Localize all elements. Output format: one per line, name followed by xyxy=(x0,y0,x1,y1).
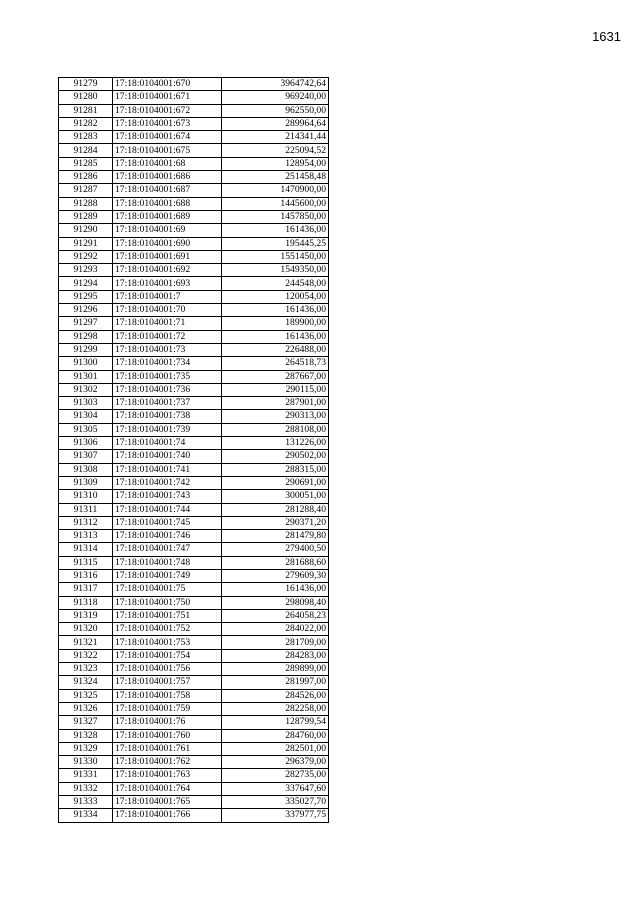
cadastral-number-cell: 17:18:0104001:766 xyxy=(113,809,222,822)
cadastral-value-cell: 282258,00 xyxy=(222,702,329,715)
table-row xyxy=(59,556,329,569)
cadastral-value-cell: 189900,00 xyxy=(222,317,329,330)
table-row xyxy=(59,756,329,769)
table-row xyxy=(59,450,329,463)
table-row xyxy=(59,91,329,104)
table-row xyxy=(59,157,329,170)
table-row xyxy=(59,144,329,157)
cadastral-number-cell: 17:18:0104001:75 xyxy=(113,583,222,596)
row-number-cell: 91299 xyxy=(59,343,113,356)
cadastral-number-cell: 17:18:0104001:739 xyxy=(113,423,222,436)
table-row xyxy=(59,290,329,303)
cadastral-value-cell: 288315,00 xyxy=(222,463,329,476)
cadastral-number-cell: 17:18:0104001:688 xyxy=(113,197,222,210)
table-row xyxy=(59,250,329,263)
cadastral-value-cell: 264518,73 xyxy=(222,357,329,370)
row-number-cell: 91302 xyxy=(59,383,113,396)
cadastral-number-cell: 17:18:0104001:740 xyxy=(113,450,222,463)
row-number-cell: 91280 xyxy=(59,91,113,104)
cadastral-number-cell: 17:18:0104001:737 xyxy=(113,397,222,410)
cadastral-value-cell: 281479,80 xyxy=(222,530,329,543)
table-row xyxy=(59,131,329,144)
table-row xyxy=(59,197,329,210)
cadastral-number-cell: 17:18:0104001:674 xyxy=(113,131,222,144)
page-number: 1631 xyxy=(592,29,621,44)
cadastral-value-cell: 281288,40 xyxy=(222,503,329,516)
cadastral-number-cell: 17:18:0104001:673 xyxy=(113,117,222,130)
cadastral-value-cell: 161436,00 xyxy=(222,583,329,596)
cadastral-number-cell: 17:18:0104001:689 xyxy=(113,210,222,223)
cadastral-number-cell: 17:18:0104001:735 xyxy=(113,370,222,383)
row-number-cell: 91297 xyxy=(59,317,113,330)
table-row xyxy=(59,210,329,223)
cadastral-number-cell: 17:18:0104001:7 xyxy=(113,290,222,303)
row-number-cell: 91325 xyxy=(59,689,113,702)
cadastral-value-cell: 290371,20 xyxy=(222,516,329,529)
cadastral-value-cell: 161436,00 xyxy=(222,224,329,237)
cadastral-value-cell: 281688,60 xyxy=(222,556,329,569)
cadastral-number-cell: 17:18:0104001:759 xyxy=(113,702,222,715)
table-row xyxy=(59,343,329,356)
cadastral-number-cell: 17:18:0104001:675 xyxy=(113,144,222,157)
cadastral-number-cell: 17:18:0104001:761 xyxy=(113,742,222,755)
cadastral-number-cell: 17:18:0104001:765 xyxy=(113,796,222,809)
cadastral-value-cell: 335027,70 xyxy=(222,796,329,809)
cadastral-value-cell: 225094,52 xyxy=(222,144,329,157)
cadastral-number-cell: 17:18:0104001:736 xyxy=(113,383,222,396)
row-number-cell: 91334 xyxy=(59,809,113,822)
cadastral-number-cell: 17:18:0104001:692 xyxy=(113,264,222,277)
cadastral-number-cell: 17:18:0104001:73 xyxy=(113,343,222,356)
row-number-cell: 91310 xyxy=(59,490,113,503)
table-row xyxy=(59,702,329,715)
table-row xyxy=(59,490,329,503)
cadastral-number-cell: 17:18:0104001:764 xyxy=(113,782,222,795)
table-row xyxy=(59,516,329,529)
row-number-cell: 91307 xyxy=(59,450,113,463)
cadastral-number-cell: 17:18:0104001:693 xyxy=(113,277,222,290)
cadastral-number-cell: 17:18:0104001:749 xyxy=(113,569,222,582)
row-number-cell: 91300 xyxy=(59,357,113,370)
table-row xyxy=(59,609,329,622)
cadastral-value-cell: 290691,00 xyxy=(222,476,329,489)
row-number-cell: 91329 xyxy=(59,742,113,755)
row-number-cell: 91295 xyxy=(59,290,113,303)
cadastral-number-cell: 17:18:0104001:74 xyxy=(113,437,222,450)
cadastral-number-cell: 17:18:0104001:743 xyxy=(113,490,222,503)
row-number-cell: 91330 xyxy=(59,756,113,769)
cadastral-number-cell: 17:18:0104001:68 xyxy=(113,157,222,170)
cadastral-value-cell: 1551450,00 xyxy=(222,250,329,263)
table-row xyxy=(59,596,329,609)
table-row xyxy=(59,117,329,130)
cadastral-number-cell: 17:18:0104001:69 xyxy=(113,224,222,237)
table-row xyxy=(59,742,329,755)
row-number-cell: 91327 xyxy=(59,716,113,729)
table-row xyxy=(59,317,329,330)
table-row xyxy=(59,729,329,742)
cadastral-value-cell: 284526,00 xyxy=(222,689,329,702)
table-row xyxy=(59,224,329,237)
table-row xyxy=(59,383,329,396)
cadastral-value-cell: 226488,00 xyxy=(222,343,329,356)
table-row xyxy=(59,357,329,370)
table-row xyxy=(59,716,329,729)
row-number-cell: 91292 xyxy=(59,250,113,263)
cadastral-value-cell: 298098,40 xyxy=(222,596,329,609)
cadastral-number-cell: 17:18:0104001:672 xyxy=(113,104,222,117)
cadastral-number-cell: 17:18:0104001:757 xyxy=(113,676,222,689)
cadastral-value-cell: 969240,00 xyxy=(222,91,329,104)
cadastral-value-cell: 288108,00 xyxy=(222,423,329,436)
cadastral-value-cell: 284022,00 xyxy=(222,623,329,636)
row-number-cell: 91303 xyxy=(59,397,113,410)
cadastral-number-cell: 17:18:0104001:687 xyxy=(113,184,222,197)
cadastral-value-cell: 290313,00 xyxy=(222,410,329,423)
cadastral-number-cell: 17:18:0104001:72 xyxy=(113,330,222,343)
cadastral-value-cell: 337977,75 xyxy=(222,809,329,822)
cadastral-number-cell: 17:18:0104001:747 xyxy=(113,543,222,556)
cadastral-value-cell: 128799,54 xyxy=(222,716,329,729)
cadastral-value-cell: 161436,00 xyxy=(222,330,329,343)
table-body xyxy=(59,78,329,823)
cadastral-value-cell: 120054,00 xyxy=(222,290,329,303)
table-row xyxy=(59,370,329,383)
row-number-cell: 91309 xyxy=(59,476,113,489)
cadastral-value-cell: 962550,00 xyxy=(222,104,329,117)
row-number-cell: 91283 xyxy=(59,131,113,144)
row-number-cell: 91287 xyxy=(59,184,113,197)
table-row xyxy=(59,676,329,689)
row-number-cell: 91298 xyxy=(59,330,113,343)
table-row xyxy=(59,782,329,795)
table-row xyxy=(59,463,329,476)
table-row xyxy=(59,796,329,809)
table-row xyxy=(59,437,329,450)
cadastral-value-cell: 281997,00 xyxy=(222,676,329,689)
cadastral-value-cell: 300051,00 xyxy=(222,490,329,503)
table-row xyxy=(59,237,329,250)
table-row xyxy=(59,330,329,343)
row-number-cell: 91291 xyxy=(59,237,113,250)
table-row xyxy=(59,423,329,436)
row-number-cell: 91313 xyxy=(59,530,113,543)
cadastral-value-cell: 284760,00 xyxy=(222,729,329,742)
table-row xyxy=(59,104,329,117)
cadastral-value-cell: 279609,30 xyxy=(222,569,329,582)
table-row xyxy=(59,809,329,822)
cadastral-number-cell: 17:18:0104001:751 xyxy=(113,609,222,622)
cadastral-number-cell: 17:18:0104001:745 xyxy=(113,516,222,529)
cadastral-value-cell: 161436,00 xyxy=(222,304,329,317)
cadastral-value-cell: 287667,00 xyxy=(222,370,329,383)
row-number-cell: 91294 xyxy=(59,277,113,290)
row-number-cell: 91306 xyxy=(59,437,113,450)
cadastral-value-cell: 296379,00 xyxy=(222,756,329,769)
cadastral-number-cell: 17:18:0104001:753 xyxy=(113,636,222,649)
table-row xyxy=(59,304,329,317)
cadastral-number-cell: 17:18:0104001:686 xyxy=(113,171,222,184)
cadastral-value-cell: 282501,00 xyxy=(222,742,329,755)
cadastral-number-cell: 17:18:0104001:76 xyxy=(113,716,222,729)
table-row xyxy=(59,569,329,582)
row-number-cell: 91319 xyxy=(59,609,113,622)
row-number-cell: 91281 xyxy=(59,104,113,117)
row-number-cell: 91305 xyxy=(59,423,113,436)
row-number-cell: 91308 xyxy=(59,463,113,476)
cadastral-number-cell: 17:18:0104001:690 xyxy=(113,237,222,250)
cadastral-value-cell: 1470900,00 xyxy=(222,184,329,197)
cadastral-number-cell: 17:18:0104001:746 xyxy=(113,530,222,543)
cadastral-number-cell: 17:18:0104001:742 xyxy=(113,476,222,489)
row-number-cell: 91301 xyxy=(59,370,113,383)
cadastral-value-cell: 264058,23 xyxy=(222,609,329,622)
table-row xyxy=(59,769,329,782)
cadastral-value-cell: 3964742,64 xyxy=(222,78,329,91)
row-number-cell: 91296 xyxy=(59,304,113,317)
table-row xyxy=(59,78,329,91)
table-row xyxy=(59,530,329,543)
row-number-cell: 91290 xyxy=(59,224,113,237)
row-number-cell: 91289 xyxy=(59,210,113,223)
row-number-cell: 91332 xyxy=(59,782,113,795)
row-number-cell: 91293 xyxy=(59,264,113,277)
cadastral-value-cell: 214341,44 xyxy=(222,131,329,144)
cadastral-value-cell: 284283,00 xyxy=(222,649,329,662)
row-number-cell: 91331 xyxy=(59,769,113,782)
cadastral-number-cell: 17:18:0104001:756 xyxy=(113,663,222,676)
row-number-cell: 91333 xyxy=(59,796,113,809)
table-row xyxy=(59,543,329,556)
row-number-cell: 91288 xyxy=(59,197,113,210)
cadastral-number-cell: 17:18:0104001:738 xyxy=(113,410,222,423)
row-number-cell: 91284 xyxy=(59,144,113,157)
row-number-cell: 91322 xyxy=(59,649,113,662)
row-number-cell: 91328 xyxy=(59,729,113,742)
row-number-cell: 91285 xyxy=(59,157,113,170)
cadastral-number-cell: 17:18:0104001:691 xyxy=(113,250,222,263)
row-number-cell: 91323 xyxy=(59,663,113,676)
cadastral-value-cell: 290502,00 xyxy=(222,450,329,463)
row-number-cell: 91311 xyxy=(59,503,113,516)
cadastral-number-cell: 17:18:0104001:750 xyxy=(113,596,222,609)
cadastral-number-cell: 17:18:0104001:762 xyxy=(113,756,222,769)
table-row xyxy=(59,397,329,410)
table-row xyxy=(59,264,329,277)
cadastral-value-cell: 1549350,00 xyxy=(222,264,329,277)
row-number-cell: 91279 xyxy=(59,78,113,91)
cadastral-value-table xyxy=(58,77,329,823)
cadastral-value-cell: 244548,00 xyxy=(222,277,329,290)
cadastral-value-cell: 195445,25 xyxy=(222,237,329,250)
row-number-cell: 91315 xyxy=(59,556,113,569)
cadastral-value-cell: 1457850,00 xyxy=(222,210,329,223)
table-row xyxy=(59,623,329,636)
table-row xyxy=(59,476,329,489)
cadastral-value-cell: 251458,48 xyxy=(222,171,329,184)
cadastral-number-cell: 17:18:0104001:748 xyxy=(113,556,222,569)
cadastral-value-cell: 1445600,00 xyxy=(222,197,329,210)
row-number-cell: 91317 xyxy=(59,583,113,596)
cadastral-number-cell: 17:18:0104001:760 xyxy=(113,729,222,742)
cadastral-number-cell: 17:18:0104001:758 xyxy=(113,689,222,702)
cadastral-number-cell: 17:18:0104001:763 xyxy=(113,769,222,782)
table-row xyxy=(59,636,329,649)
row-number-cell: 91324 xyxy=(59,676,113,689)
cadastral-value-cell: 281709,00 xyxy=(222,636,329,649)
table-row xyxy=(59,503,329,516)
cadastral-number-cell: 17:18:0104001:752 xyxy=(113,623,222,636)
cadastral-value-cell: 337647,60 xyxy=(222,782,329,795)
row-number-cell: 91326 xyxy=(59,702,113,715)
cadastral-number-cell: 17:18:0104001:70 xyxy=(113,304,222,317)
row-number-cell: 91321 xyxy=(59,636,113,649)
row-number-cell: 91314 xyxy=(59,543,113,556)
table-row xyxy=(59,410,329,423)
row-number-cell: 91320 xyxy=(59,623,113,636)
row-number-cell: 91282 xyxy=(59,117,113,130)
row-number-cell: 91304 xyxy=(59,410,113,423)
row-number-cell: 91286 xyxy=(59,171,113,184)
table-row xyxy=(59,277,329,290)
cadastral-number-cell: 17:18:0104001:670 xyxy=(113,78,222,91)
cadastral-number-cell: 17:18:0104001:671 xyxy=(113,91,222,104)
cadastral-number-cell: 17:18:0104001:734 xyxy=(113,357,222,370)
cadastral-value-cell: 289964,64 xyxy=(222,117,329,130)
table-row xyxy=(59,184,329,197)
cadastral-number-cell: 17:18:0104001:744 xyxy=(113,503,222,516)
cadastral-value-cell: 287901,00 xyxy=(222,397,329,410)
cadastral-value-cell: 290115,00 xyxy=(222,383,329,396)
cadastral-value-cell: 282735,00 xyxy=(222,769,329,782)
cadastral-number-cell: 17:18:0104001:754 xyxy=(113,649,222,662)
table-row xyxy=(59,663,329,676)
cadastral-value-cell: 131226,00 xyxy=(222,437,329,450)
cadastral-number-cell: 17:18:0104001:71 xyxy=(113,317,222,330)
cadastral-value-cell: 279400,50 xyxy=(222,543,329,556)
table-row xyxy=(59,583,329,596)
row-number-cell: 91318 xyxy=(59,596,113,609)
table-row xyxy=(59,689,329,702)
cadastral-value-cell: 128954,00 xyxy=(222,157,329,170)
row-number-cell: 91312 xyxy=(59,516,113,529)
table-row xyxy=(59,171,329,184)
table-row xyxy=(59,649,329,662)
cadastral-value-cell: 289899,00 xyxy=(222,663,329,676)
row-number-cell: 91316 xyxy=(59,569,113,582)
cadastral-number-cell: 17:18:0104001:741 xyxy=(113,463,222,476)
